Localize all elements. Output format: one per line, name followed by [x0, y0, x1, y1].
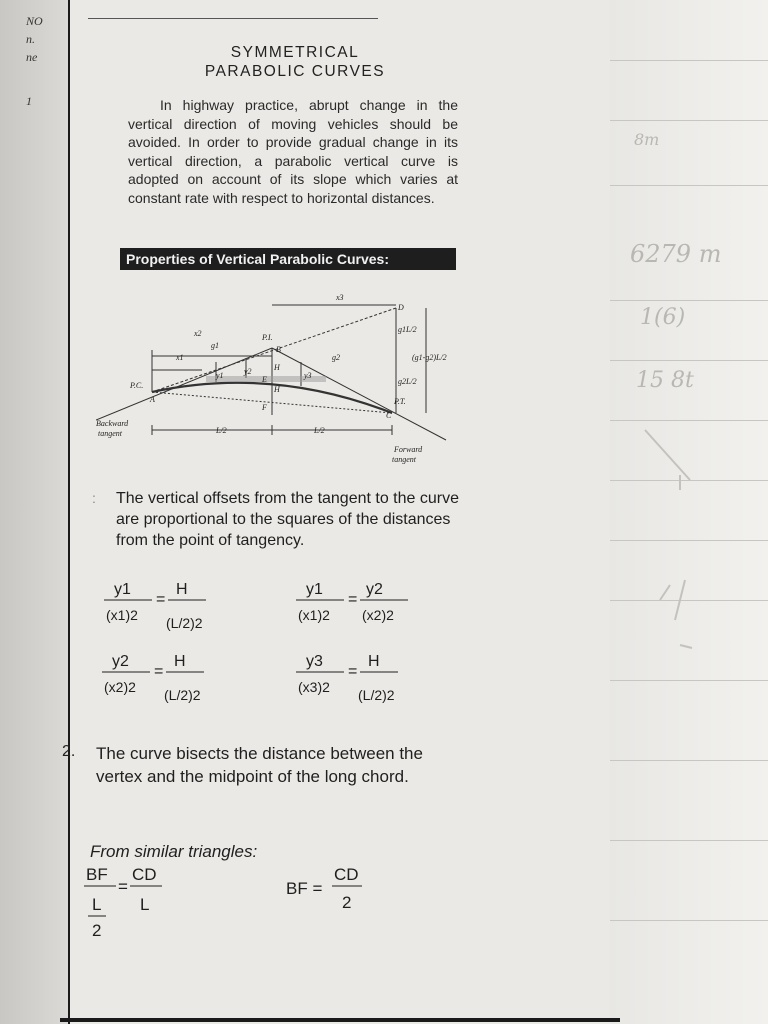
eq2-lhs: BF =: [286, 879, 323, 898]
formula-4-den-right: (L/2)2: [358, 687, 395, 703]
eq1-bf: BF: [86, 865, 108, 884]
label-half-length-right: L/2: [314, 426, 325, 435]
section-heading: Properties of Vertical Parabolic Curves:: [120, 248, 456, 270]
formula-3-num-right: H: [174, 653, 186, 670]
margin-fragment: 1: [26, 94, 32, 108]
label-g1: g1: [211, 341, 219, 350]
property-2-text: The curve bisects the distance between the vertex and the midpoint of the long chord.: [96, 744, 423, 786]
vertical-curve-diagram: [96, 290, 476, 470]
formula-1-num-left: y1: [114, 581, 131, 598]
label-half-length-left: L/2: [216, 426, 227, 435]
right-notebook-sheet: [610, 0, 768, 1024]
margin-fragment: ne: [26, 50, 38, 64]
eq1-cd: CD: [132, 865, 157, 884]
intro-paragraph: [128, 96, 458, 207]
eq1-l: L: [92, 895, 102, 914]
formula-1-den-right: (L/2)2: [166, 615, 203, 631]
label-x3: x3: [336, 293, 344, 302]
left-page-strip: [0, 0, 70, 1024]
label-x1: x1: [176, 353, 184, 362]
intro-text: In highway practice, abrupt change in the vertical direction of moving vehicles should be avoided. In order to provide gradual change in its vertical direction, a parabolic vertical curve is adopted on account of its slope which varies at constant rate with respect to horizontal distances.: [128, 97, 458, 206]
label-g1L2: g1L/2: [398, 325, 417, 334]
label-g2L2: g2L/2: [398, 377, 417, 386]
handwritten-marks: [640, 420, 720, 680]
svg-text:=: =: [348, 663, 358, 680]
label-g2: g2: [332, 353, 340, 362]
similar-triangles-heading: From similar triangles:: [90, 842, 258, 861]
bullet-marker: :: [92, 490, 96, 506]
label-backward-tangent: tangent: [98, 429, 122, 438]
label-PI: P.I.: [262, 333, 273, 342]
margin-fragment: NO: [26, 14, 43, 28]
eq1-equals: =: [118, 877, 128, 896]
label-H1: H: [274, 363, 280, 372]
formula-1-den-left: (x1)2: [106, 607, 138, 623]
handwritten-note: 1(6): [640, 305, 686, 330]
equation-similar-triangles: [84, 860, 184, 948]
label-D: D: [398, 303, 404, 312]
label-diff: (g1-g2)L/2: [412, 353, 447, 362]
svg-text:=: =: [154, 663, 164, 680]
formula-4-den-left: (x3)2: [298, 679, 330, 695]
formula-2-num-left: y1: [306, 581, 323, 598]
handwritten-note: 8m: [634, 130, 660, 149]
formula-1: [100, 572, 220, 642]
eq2-two: 2: [342, 893, 352, 912]
formula-3-den-left: (x2)2: [104, 679, 136, 695]
handwritten-note: 15 8t: [636, 368, 694, 393]
svg-text:=: =: [156, 591, 166, 608]
label-H2: H: [274, 385, 280, 394]
label-y2: y2: [244, 367, 252, 376]
formula-3-num-left: y2: [112, 653, 129, 670]
label-F: F: [262, 403, 267, 412]
eq1-two: 2: [92, 921, 102, 940]
label-E: E: [262, 375, 267, 384]
svg-text:=: =: [348, 591, 358, 608]
page-title-line2: PARABOLIC CURVES: [204, 63, 386, 80]
handwritten-note: 6279 m: [630, 240, 722, 268]
formula-4: [292, 644, 412, 718]
page-title-line1: SYMMETRICAL: [230, 44, 360, 61]
label-PC: P.C.: [130, 381, 144, 390]
label-x2: x2: [194, 329, 202, 338]
property-2-number: 2.: [62, 743, 76, 760]
formula-2-den-right: (x2)2: [362, 607, 394, 623]
label-forward: Forward: [394, 445, 423, 454]
label-A: A: [150, 395, 155, 404]
header-rule: [88, 18, 378, 19]
eq1-l-right: L: [140, 895, 150, 914]
formula-3: [98, 644, 218, 718]
label-forward-tangent: tangent: [392, 455, 416, 464]
formula-1-num-right: H: [176, 581, 188, 598]
formula-2-den-left: (x1)2: [298, 607, 330, 623]
formula-4-num-right: H: [368, 653, 380, 670]
eq2-cd: CD: [334, 865, 359, 884]
label-PT: P.T.: [394, 397, 406, 406]
margin-fragment: n.: [26, 32, 35, 46]
formula-2: [292, 572, 412, 642]
formula-3-den-right: (L/2)2: [164, 687, 201, 703]
label-y1: y1: [216, 371, 224, 380]
label-C: C: [386, 411, 392, 420]
formula-4-num-left: y3: [306, 653, 323, 670]
formula-2-num-right: y2: [366, 581, 383, 598]
property-1-text: The vertical offsets from the tangent to the curve are proportional to the squares of the distances from the point of tangency.: [116, 490, 459, 549]
label-y3: y3: [304, 371, 312, 380]
equation-bf: [286, 862, 386, 922]
page-bottom-edge: [60, 1018, 620, 1022]
label-B: B: [276, 345, 281, 354]
label-backward: Backward: [96, 419, 129, 428]
